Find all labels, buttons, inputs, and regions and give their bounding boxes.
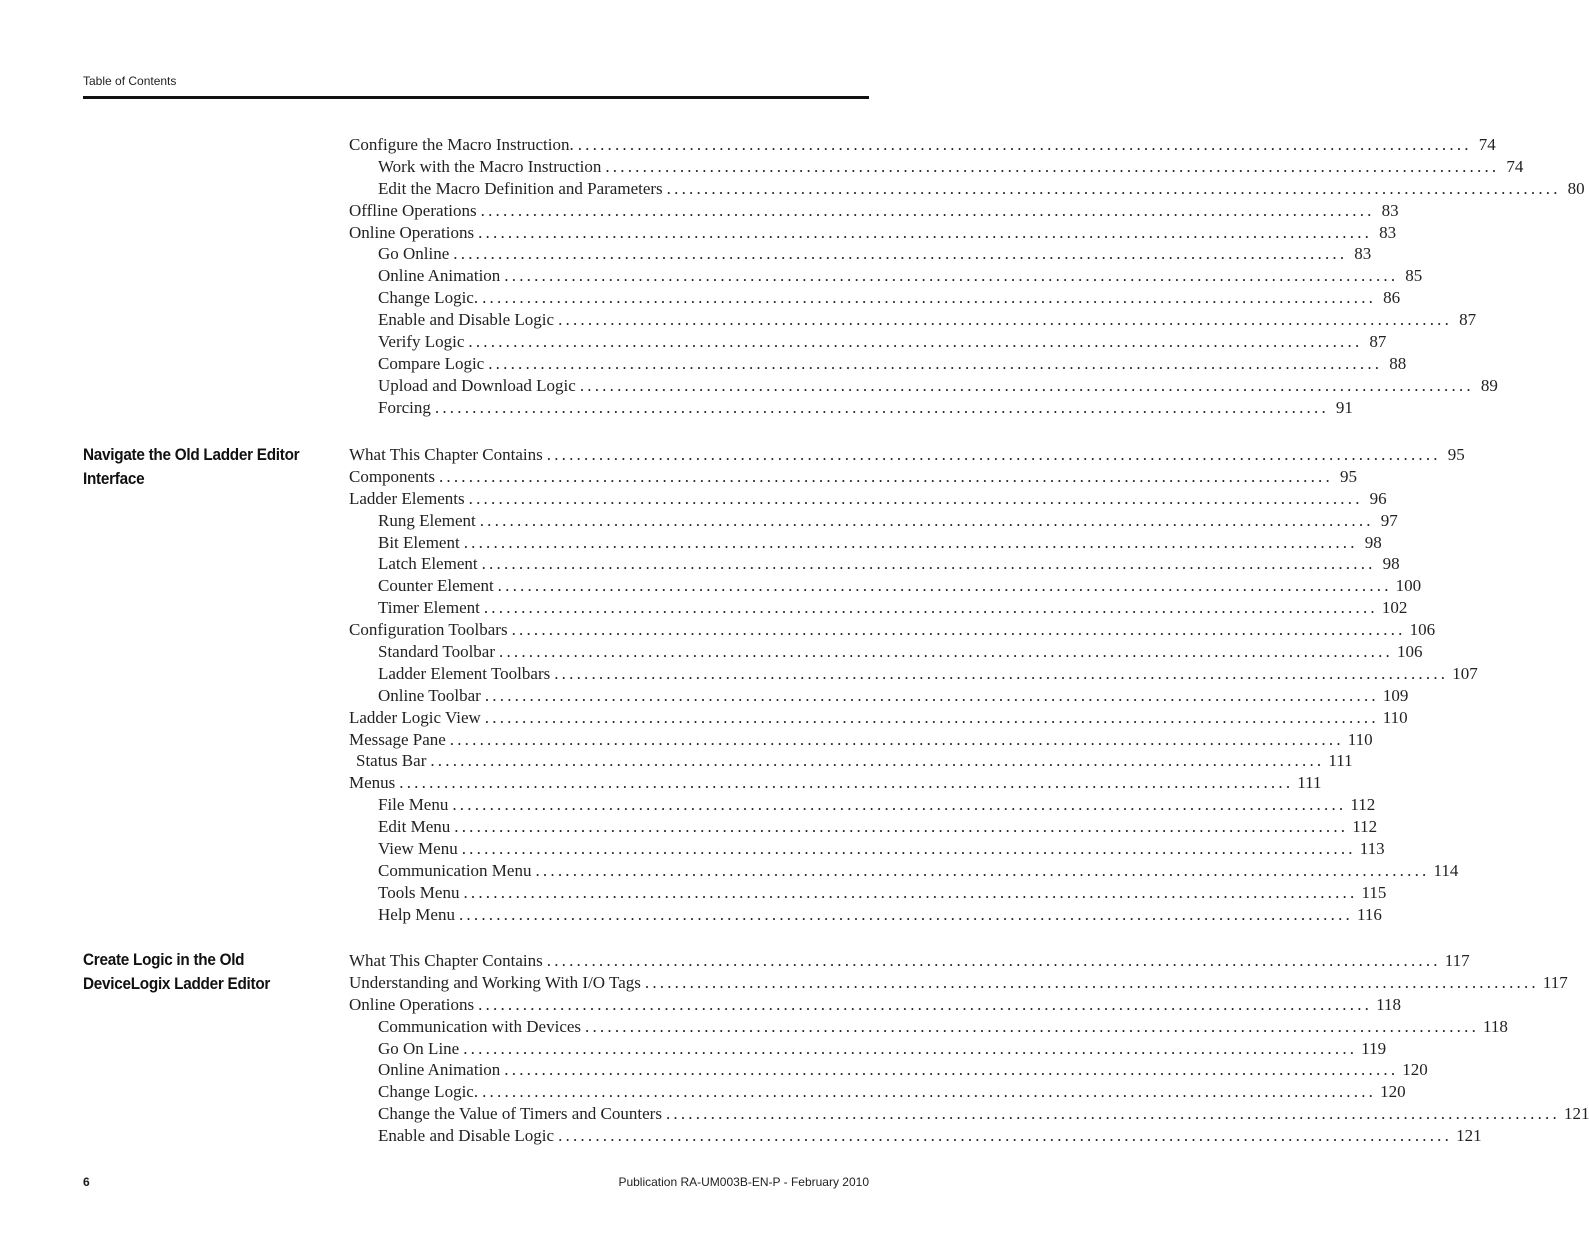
- dot-leader: ........................................................................................................................: [434, 397, 1329, 417]
- toc-entry-label: Components: [349, 466, 435, 486]
- toc-entry-label: What This Chapter Contains: [349, 445, 543, 464]
- dot-leader: ........................................................................................................................: [665, 1104, 1560, 1124]
- toc-entry-page: 85: [1405, 266, 1423, 286]
- toc-entry[interactable]: [349, 466, 1357, 488]
- toc-entry-page: 98: [1382, 554, 1400, 574]
- toc-entry[interactable]: [349, 729, 1373, 751]
- toc-entry-label: Upload and Download Logic: [378, 375, 576, 395]
- toc-entry-page: 106: [1409, 620, 1436, 640]
- toc-entry-label: Timer Element: [378, 598, 480, 618]
- toc-entry[interactable]: [349, 375, 1498, 397]
- toc-entry-page: 107: [1452, 663, 1478, 683]
- toc-entry-label: Online Operations: [349, 222, 475, 242]
- toc-entry[interactable]: [349, 1016, 1508, 1038]
- dot-leader: ........................................................................................................................: [483, 598, 1378, 618]
- toc-entry-label: Communication with Devices: [378, 1016, 582, 1036]
- toc-entry-page: 114: [1433, 860, 1459, 880]
- toc-entry[interactable]: [349, 243, 1372, 265]
- dot-leader: ........................................................................................................................: [535, 860, 1430, 880]
- toc-entry[interactable]: [349, 331, 1387, 353]
- dot-leader: ........................................................................................................................: [605, 156, 1500, 176]
- toc-entry-page: 116: [1356, 904, 1382, 924]
- toc-entry-page: 110: [1382, 707, 1408, 727]
- toc-entry-label: Edit the Macro Definition and Parameters: [378, 178, 663, 198]
- toc-entry-label: Bit Element: [378, 532, 460, 552]
- toc-entry-label: Standard Toolbar: [378, 642, 495, 662]
- toc-entry-label: Message Pane: [349, 729, 446, 749]
- toc-entry-label: Change the Value of Timers and Counters: [378, 1104, 662, 1124]
- toc-entry[interactable]: [349, 816, 1378, 838]
- toc-entry-label: What This Chapter Contains: [349, 951, 543, 970]
- toc-entry-page: 95: [1339, 466, 1357, 486]
- dot-leader: ........................................................................................................................: [481, 554, 1376, 574]
- toc-entry[interactable]: [349, 994, 1401, 1016]
- toc-entry-page: 87: [1459, 310, 1477, 330]
- toc-entry-page: 83: [1381, 200, 1399, 220]
- toc-entry-label: View Menu: [378, 839, 458, 859]
- toc-entry-label: Compare Logic: [378, 353, 485, 373]
- toc-entry[interactable]: [349, 553, 1400, 575]
- dot-leader: ........................................................................................................................: [554, 663, 1449, 683]
- dot-leader: ........................................................................................................................: [546, 951, 1441, 970]
- dot-leader: ........................................................................................................................: [463, 882, 1358, 902]
- toc-entry-page: 117: [1542, 972, 1568, 992]
- toc-entry-page: 120: [1380, 1082, 1406, 1102]
- toc-entry-page: 111: [1297, 773, 1322, 793]
- toc-entry-page: 89: [1480, 375, 1498, 395]
- toc-entry[interactable]: [349, 309, 1477, 331]
- toc-entry-label: Menus: [349, 773, 396, 793]
- toc-entry[interactable]: [349, 397, 1353, 419]
- toc-entry-label: Latch Element: [378, 554, 478, 574]
- toc-entry-page: 113: [1359, 839, 1385, 859]
- toc-entry-page: 112: [1352, 817, 1378, 837]
- toc-entry-page: 96: [1369, 488, 1387, 508]
- toc-entry-label: Ladder Element Toolbars: [378, 663, 551, 683]
- toc-entry[interactable]: [349, 882, 1387, 904]
- toc-entry[interactable]: [349, 444, 1465, 466]
- toc-entry[interactable]: [349, 707, 1408, 729]
- toc-entry[interactable]: [349, 794, 1376, 816]
- toc-entry-label: Online Toolbar: [378, 685, 481, 705]
- toc-entry[interactable]: [349, 685, 1409, 707]
- toc-entry-label: Configure the Macro Instruction.: [349, 135, 574, 154]
- toc-entry-label: Go On Line: [378, 1038, 460, 1058]
- dot-leader: ........................................................................................................................: [585, 1016, 1480, 1036]
- toc-entry-page: 120: [1402, 1060, 1428, 1080]
- dot-leader: ........................................................................................................................: [461, 839, 1356, 859]
- toc-entry-page: 100: [1395, 576, 1422, 596]
- toc-entry-label: Edit Menu: [378, 817, 451, 837]
- dot-leader: ........................................................................................................................: [546, 445, 1441, 464]
- toc-entry-page: 109: [1382, 685, 1409, 705]
- toc-entry-label: Rung Element: [378, 510, 476, 530]
- toc-entry[interactable]: [349, 532, 1382, 554]
- dot-leader: ........................................................................................................................: [468, 488, 1363, 508]
- dot-leader: ........................................................................................................................: [453, 244, 1348, 264]
- toc-entry[interactable]: [349, 750, 1353, 772]
- toc-entry-page: 91: [1335, 397, 1353, 417]
- toc-entry-page: 83: [1379, 222, 1397, 242]
- toc-entry-page: 117: [1444, 951, 1470, 970]
- dot-leader: ........................................................................................................................: [579, 375, 1474, 395]
- toc-entry[interactable]: [349, 1038, 1387, 1060]
- toc-entry-label: Ladder Logic View: [349, 707, 481, 727]
- dot-leader: ........................................................................................................................: [666, 178, 1561, 198]
- toc-entry[interactable]: [349, 156, 1524, 178]
- toc-entry[interactable]: [349, 1125, 1482, 1147]
- toc-entry-page: 102: [1381, 598, 1408, 618]
- dot-leader: ........................................................................................................................: [468, 332, 1363, 352]
- dot-leader: ........................................................................................................................: [463, 1038, 1358, 1058]
- toc-entry[interactable]: [349, 1081, 1406, 1103]
- toc-entry-page: 110: [1347, 729, 1373, 749]
- toc-entry[interactable]: [349, 597, 1408, 619]
- dot-leader: ........................................................................................................................: [558, 1126, 1453, 1146]
- toc-entry-label: Online Animation: [378, 266, 501, 286]
- toc-entry-page: 121: [1456, 1126, 1482, 1146]
- dot-leader: ........................................................................................................................: [458, 904, 1353, 924]
- dot-leader: ........................................................................................................................: [480, 200, 1375, 220]
- toc-entry-label: Change Logic.: [378, 288, 479, 308]
- dot-leader: ........................................................................................................................: [479, 510, 1374, 530]
- toc-entry-label: Enable and Disable Logic: [378, 310, 555, 330]
- toc-entry[interactable]: [349, 641, 1423, 663]
- toc-entry[interactable]: [349, 265, 1423, 287]
- toc-entry[interactable]: [349, 1103, 1589, 1125]
- toc-entry-label: Work with the Macro Instruction: [378, 156, 602, 176]
- toc-entry-page: 98: [1364, 532, 1382, 552]
- toc-entry-page: 119: [1361, 1038, 1387, 1058]
- toc-block-0: [349, 134, 1585, 419]
- toc-entry-page: 74: [1506, 156, 1524, 176]
- dot-leader: ........................................................................................................................: [511, 620, 1406, 640]
- section-heading-1: Navigate the Old Ladder Editor Interface: [83, 445, 300, 488]
- toc-entry-label: Help Menu: [378, 904, 455, 924]
- dot-leader: ........................................................................................................................: [482, 1082, 1377, 1102]
- toc-entry[interactable]: [349, 287, 1401, 309]
- dot-leader: ........................................................................................................................: [449, 729, 1344, 749]
- toc-entry[interactable]: [349, 619, 1436, 641]
- toc-entry-page: 87: [1369, 332, 1387, 352]
- dot-leader: ........................................................................................................................: [454, 817, 1349, 837]
- toc-entry-label: Verify Logic: [378, 332, 465, 352]
- toc-entry-label: Online Animation: [378, 1060, 501, 1080]
- dot-leader: ........................................................................................................................: [644, 972, 1539, 992]
- running-head: Table of Contents: [83, 74, 177, 88]
- toc-entry-page: 112: [1350, 795, 1376, 815]
- toc-entry[interactable]: [349, 575, 1422, 597]
- toc-entry-label: Configuration Toolbars: [349, 620, 508, 640]
- toc-block-2: [349, 950, 1589, 1147]
- toc-entry[interactable]: [349, 134, 1496, 156]
- toc-entry-label: Change Logic.: [378, 1082, 479, 1102]
- dot-leader: ........................................................................................................................: [399, 773, 1294, 793]
- toc-entry-label: Tools Menu: [378, 882, 460, 902]
- toc-entry-page: 121: [1563, 1104, 1589, 1124]
- toc-entry-page: 115: [1361, 882, 1387, 902]
- dot-leader: ........................................................................................................................: [484, 707, 1379, 727]
- toc-entry-label: Understanding and Working With I/O Tags: [349, 972, 641, 992]
- toc-entry-label: Status Bar: [356, 751, 427, 771]
- toc-entry-label: Counter Element: [378, 576, 494, 596]
- toc-entry-page: 80: [1567, 178, 1585, 198]
- toc-entry-page: 118: [1376, 994, 1401, 1014]
- dot-leader: ........................................................................................................................: [488, 353, 1383, 373]
- dot-leader: ........................................................................................................................: [484, 685, 1379, 705]
- footer-page-number: 6: [83, 1175, 90, 1189]
- dot-leader: ........................................................................................................................: [482, 288, 1377, 308]
- toc-entry-page: 74: [1478, 135, 1496, 154]
- toc-entry[interactable]: [349, 950, 1470, 972]
- toc-entry[interactable]: [349, 663, 1478, 685]
- header-rule: [83, 96, 869, 99]
- dot-leader: ........................................................................................................................: [452, 795, 1347, 815]
- toc-entry-page: 118: [1483, 1016, 1508, 1036]
- dot-leader: ........................................................................................................................: [577, 135, 1472, 154]
- section-heading-2: Create Logic in the Old DeviceLogix Ladder Editor: [83, 950, 271, 993]
- toc-entry-label: Offline Operations: [349, 200, 477, 220]
- toc-entry-page: 95: [1447, 445, 1465, 464]
- toc-entry-page: 106: [1397, 642, 1423, 662]
- toc-entry-label: Communication Menu: [378, 860, 532, 880]
- dot-leader: ........................................................................................................................: [478, 994, 1373, 1014]
- toc-entry-label: Go Online: [378, 244, 450, 264]
- dot-leader: ........................................................................................................................: [499, 642, 1393, 662]
- dot-leader: ........................................................................................................................: [438, 466, 1333, 486]
- toc-entry-page: 97: [1380, 510, 1398, 530]
- dot-leader: ........................................................................................................................: [504, 266, 1399, 286]
- toc-entry-label: Online Operations: [349, 994, 475, 1014]
- dot-leader: ........................................................................................................................: [430, 751, 1325, 771]
- toc-entry-page: 88: [1389, 353, 1407, 373]
- toc-entry[interactable]: [349, 904, 1382, 926]
- toc-entry-label: Enable and Disable Logic: [378, 1126, 555, 1146]
- dot-leader: ........................................................................................................................: [478, 222, 1373, 242]
- toc-entry-label: Forcing: [378, 397, 431, 417]
- toc-entry[interactable]: [349, 838, 1385, 860]
- toc-entry[interactable]: [349, 353, 1407, 375]
- toc-entry[interactable]: [349, 200, 1399, 222]
- toc-entry-label: File Menu: [378, 795, 449, 815]
- toc-entry[interactable]: [349, 972, 1568, 994]
- toc-entry[interactable]: [349, 1059, 1428, 1081]
- toc-entry[interactable]: [349, 860, 1459, 882]
- toc-entry-page: 83: [1354, 244, 1372, 264]
- toc-entry[interactable]: [349, 178, 1585, 200]
- toc-entry[interactable]: [349, 510, 1398, 532]
- dot-leader: ........................................................................................................................: [558, 310, 1453, 330]
- footer-publication: Publication RA-UM003B-EN-P - February 2010: [618, 1175, 869, 1189]
- toc-entry-page: 111: [1328, 751, 1353, 771]
- toc-entry[interactable]: [349, 488, 1387, 510]
- dot-leader: ........................................................................................................................: [504, 1060, 1399, 1080]
- toc-entry[interactable]: [349, 772, 1322, 794]
- toc-entry[interactable]: [349, 222, 1397, 244]
- toc-entry-label: Ladder Elements: [349, 488, 465, 508]
- dot-leader: ........................................................................................................................: [463, 532, 1358, 552]
- toc-block-1: [349, 444, 1478, 926]
- dot-leader: ........................................................................................................................: [497, 576, 1392, 596]
- toc-entry-page: 86: [1383, 288, 1401, 308]
